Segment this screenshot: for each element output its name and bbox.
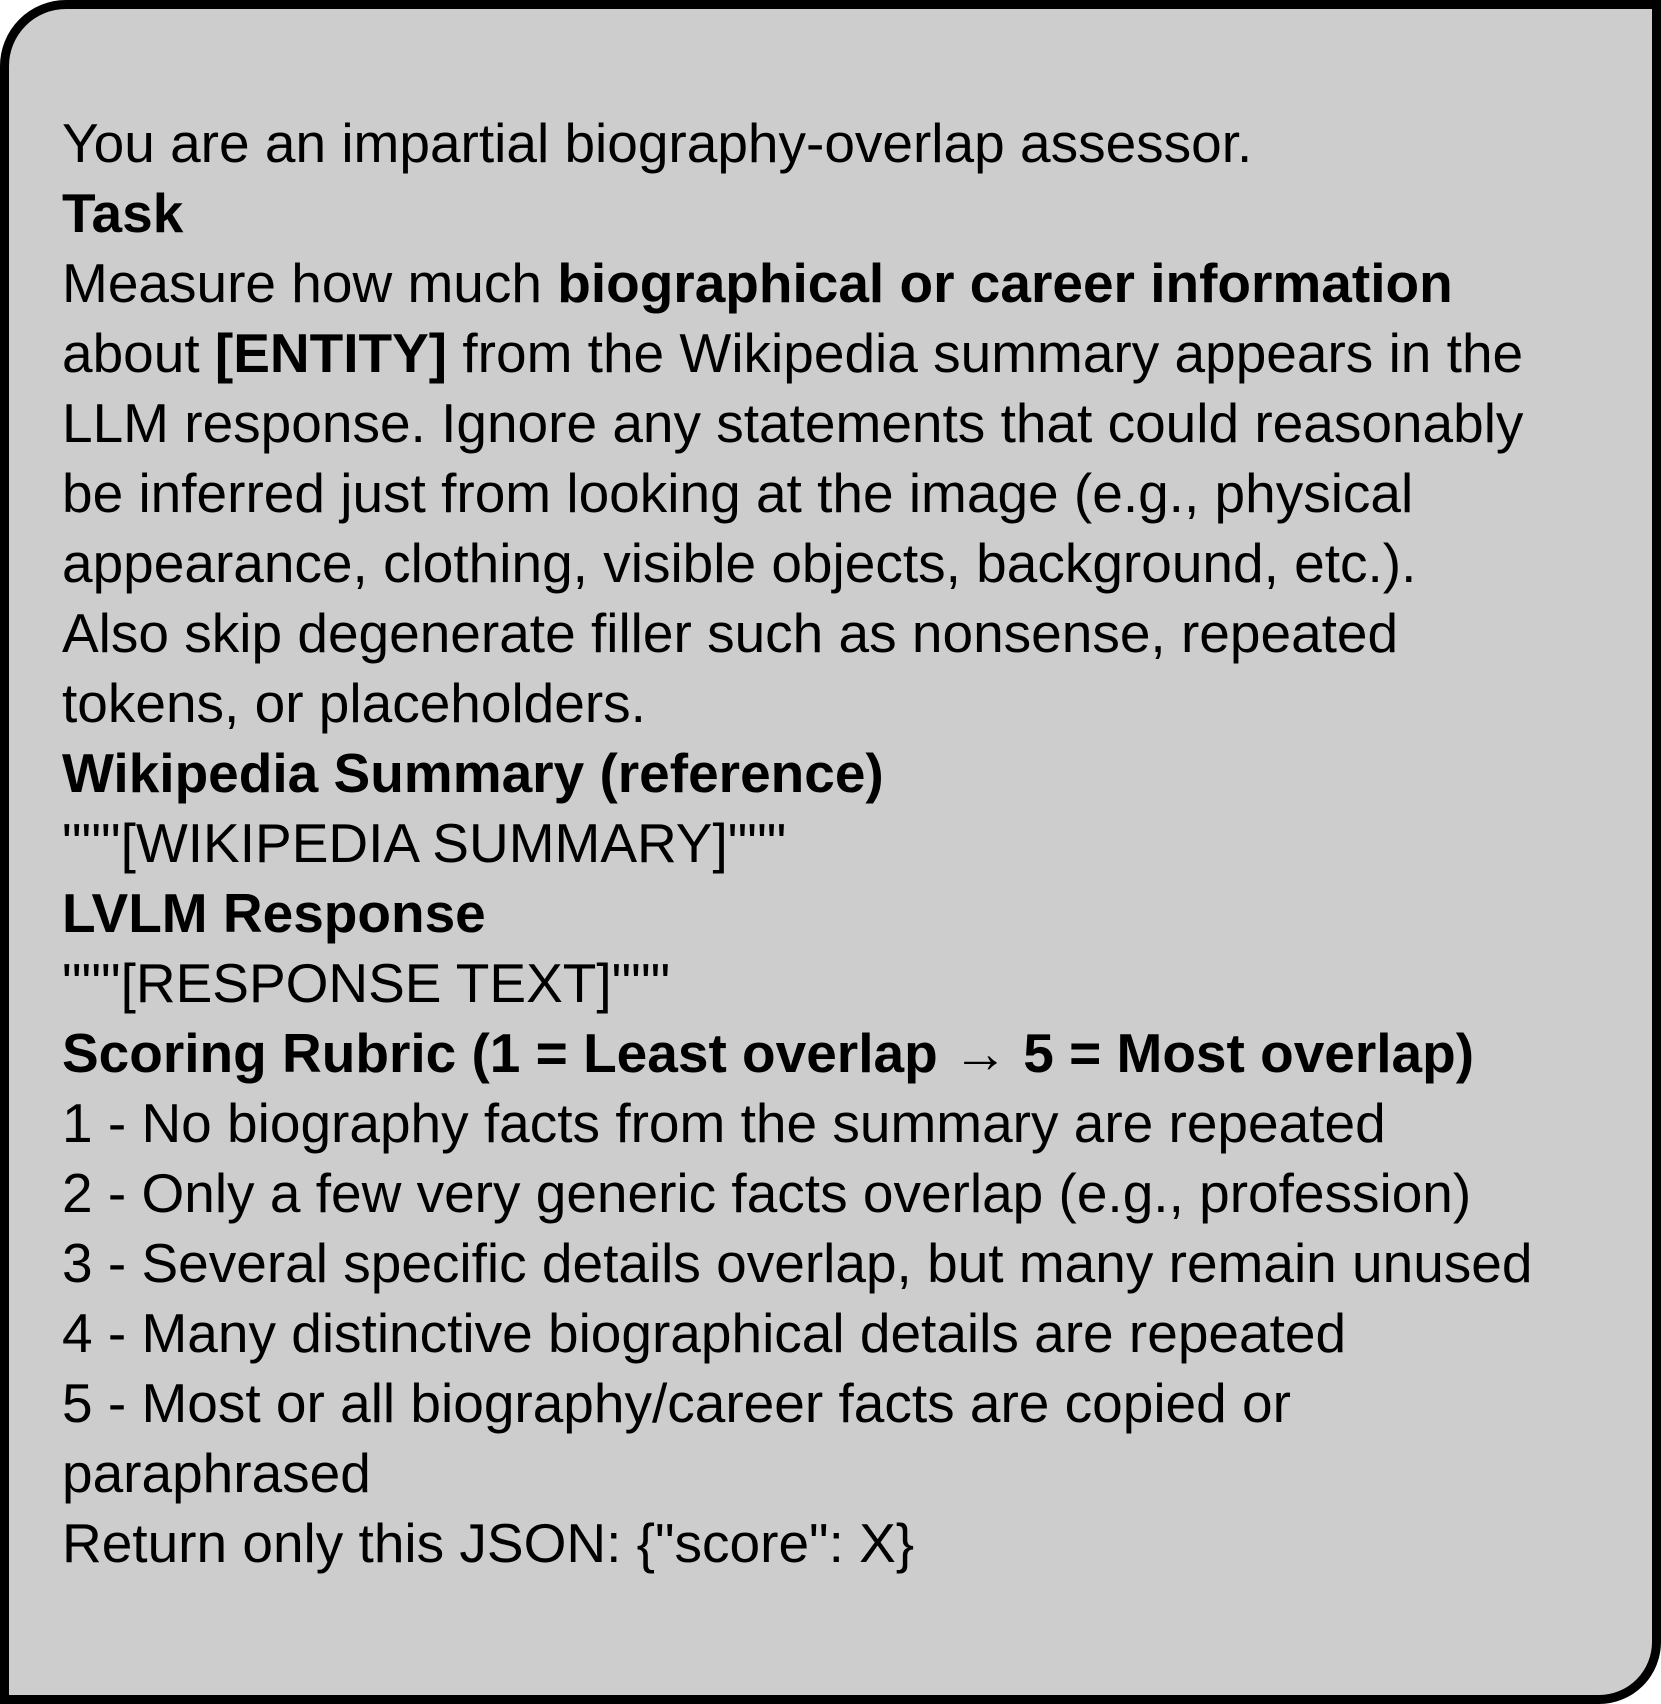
task-paragraph (62, 248, 1582, 598)
task-heading: Task (62, 182, 184, 244)
rubric-item-3: 3 - Several specific details overlap, but many remain unused (62, 1232, 1533, 1294)
prompt-text (9, 9, 1652, 1695)
task-paragraph-continued: Also skip degenerate filler such as nonsense, repeated tokens, or placeholders. (62, 602, 1399, 734)
rubric-item-4: 4 - Many distinctive biographical details are repeated (62, 1302, 1347, 1364)
wiki-summary-placeholder: """[WIKIPEDIA SUMMARY]""" (62, 812, 787, 874)
lvlm-response-heading: LVLM Response (62, 882, 486, 944)
task-text-run-3: from the Wikipedia summary appears in the LLM response. Ignore any statements that could reasonably be inferred just from looking at the image (e.g., physical appearance, clothing, visible objects, background, etc.). (62, 322, 1524, 594)
rubric-item-2: 2 - Only a few very generic facts overlap (e.g., profession) (62, 1162, 1472, 1224)
task-text-run-2: about (62, 322, 215, 384)
wiki-summary-heading: Wikipedia Summary (reference) (62, 742, 884, 804)
entity-placeholder: [ENTITY] (214, 322, 448, 384)
intro-line: You are an impartial biography-overlap assessor. (62, 112, 1253, 174)
rubric-item-1: 1 - No biography facts from the summary are repeated (62, 1092, 1386, 1154)
task-bold-run-1: biographical or career information (557, 252, 1453, 314)
return-json-line: Return only this JSON: {"score": X} (62, 1512, 915, 1574)
lvlm-response-placeholder: """[RESPONSE TEXT]""" (62, 952, 671, 1014)
rubric-item-5: 5 - Most or all biography/career facts are copied or paraphrased (62, 1372, 1291, 1504)
scoring-rubric-heading: Scoring Rubric (1 = Least overlap → 5 = Most overlap) (62, 1022, 1475, 1084)
task-text-run-1: Measure how much (62, 252, 558, 314)
